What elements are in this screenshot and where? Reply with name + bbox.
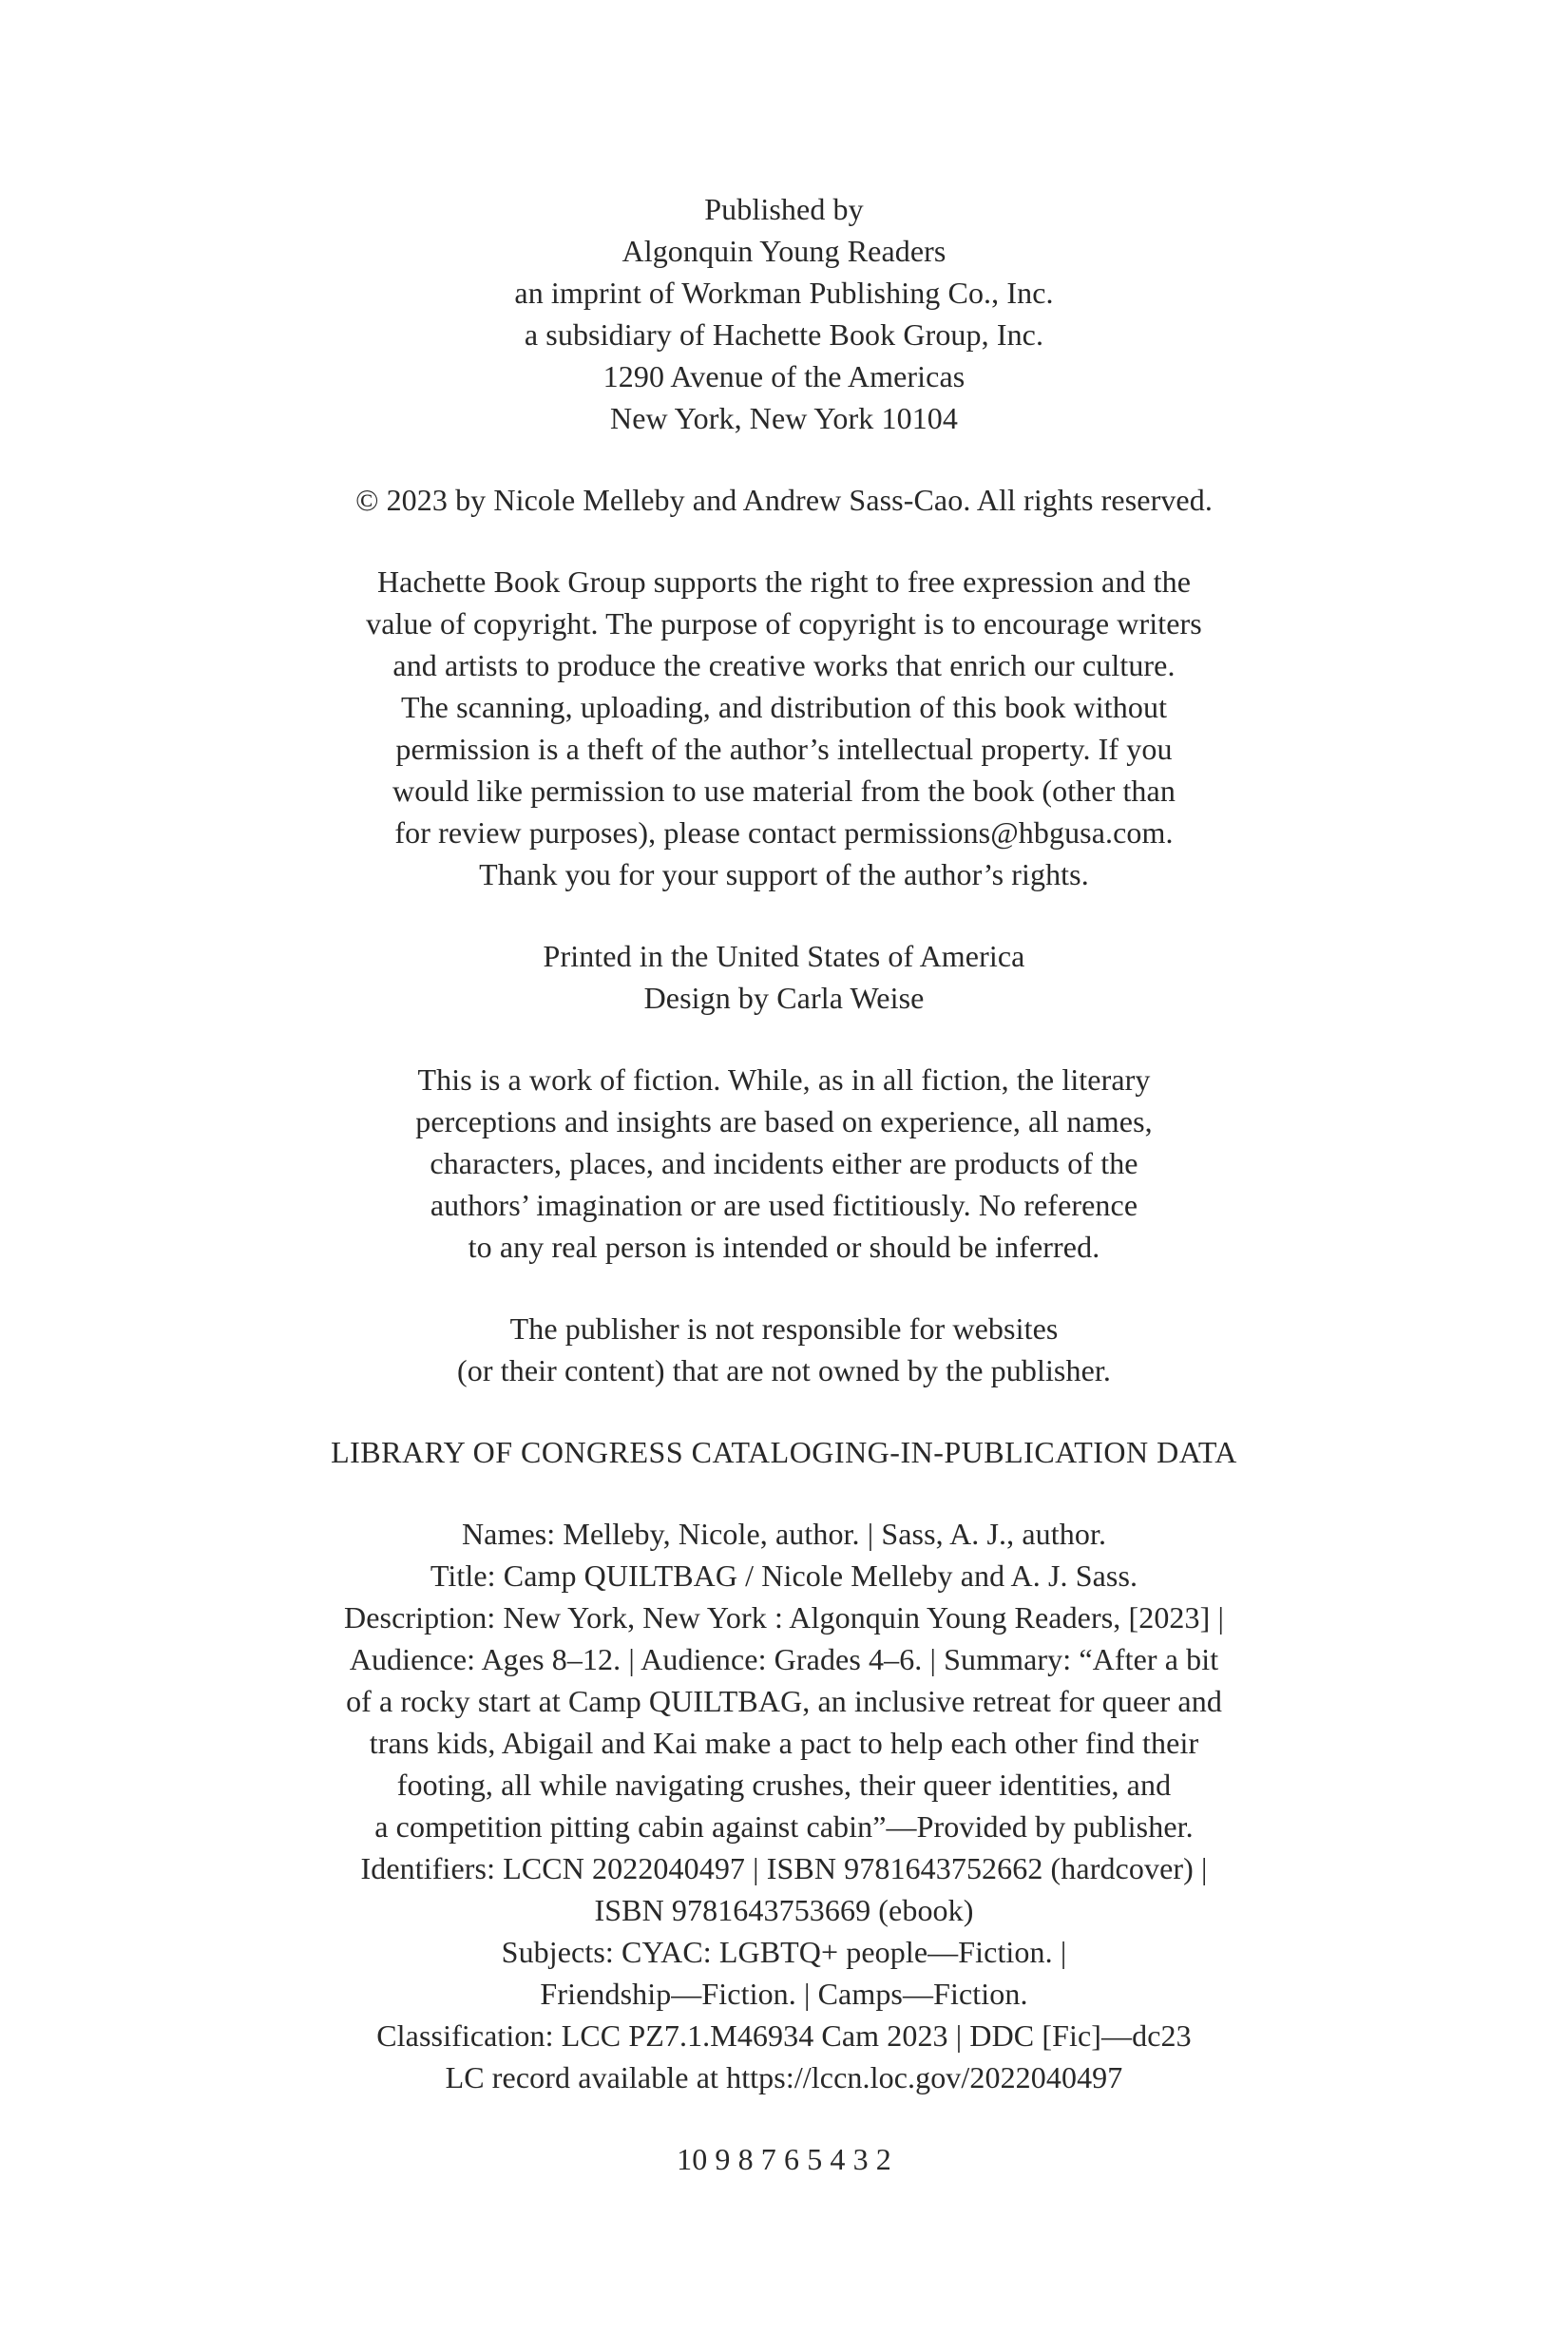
loc-cataloging-heading <box>190 1431 1378 1473</box>
rights-notice-line: and artists to produce the creative works that enrich our culture. <box>392 648 1176 682</box>
cip-title-line: Title: Camp QUILTBAG / Nicole Melleby and A. J. Sass. <box>430 1558 1138 1593</box>
fiction-disclaimer-line: This is a work of fiction. While, as in all fiction, the literary <box>417 1062 1151 1097</box>
rights-notice-line: Thank you for your support of the author’s rights. <box>479 857 1089 891</box>
fiction-disclaimer-line: characters, places, and incidents either are products of the <box>430 1146 1138 1180</box>
fiction-disclaimer <box>190 1059 1378 1268</box>
fiction-disclaimer-line: authors’ imagination or are used fictitiously. No reference <box>430 1188 1138 1222</box>
copyright-notice <box>190 479 1378 521</box>
rights-notice-line: value of copyright. The purpose of copyright is to encourage writers <box>366 606 1202 641</box>
rights-notice-line: The scanning, uploading, and distribution of this book without <box>400 690 1168 724</box>
printers-key-block <box>190 2138 1378 2180</box>
cip-classification-line: Classification: LCC PZ7.1.M46934 Cam 2023 | DDC [Fic]—dc23 <box>376 2018 1192 2053</box>
cip-identifiers-line: Identifiers: LCCN 2022040497 | ISBN 9781643752662 (hardcover) | <box>360 1851 1208 1885</box>
loc-heading-line: LIBRARY OF CONGRESS CATALOGING-IN-PUBLICATION DATA <box>331 1435 1237 1469</box>
rights-notice-line: Hachette Book Group supports the right to free expression and the <box>376 564 1192 599</box>
rights-notice-line: would like permission to use material from the book (other than <box>392 774 1176 808</box>
cip-summary-line: a competition pitting cabin against cabin”—Provided by publisher. <box>374 1809 1194 1844</box>
cip-lc-record-line: LC record available at https://lccn.loc.gov/2022040497 <box>445 2060 1123 2094</box>
fiction-disclaimer-line: perceptions and insights are based on experience, all names, <box>415 1104 1153 1138</box>
printed-in-line: Printed in the United States of America <box>543 939 1025 973</box>
rights-notice <box>190 561 1378 895</box>
publisher-line: a subsidiary of Hachette Book Group, Inc. <box>524 317 1044 352</box>
cip-subjects-line: Friendship—Fiction. | Camps—Fiction. <box>540 1977 1028 2011</box>
cip-summary-line: trans kids, Abigail and Kai make a pact to help each other find their <box>369 1726 1199 1760</box>
cip-subjects-line: Subjects: CYAC: LGBTQ+ people—Fiction. | <box>501 1935 1067 1969</box>
fiction-disclaimer-line: to any real person is intended or should be inferred. <box>468 1230 1100 1264</box>
website-disclaimer-line: The publisher is not responsible for websites <box>509 1311 1059 1346</box>
cip-audience-line: Audience: Ages 8–12. | Audience: Grades 4–6. | Summary: “After a bit <box>349 1642 1219 1676</box>
cip-data-block <box>190 1513 1378 2098</box>
cip-description-line: Description: New York, New York : Algonquin Young Readers, [2023] | <box>344 1600 1224 1635</box>
printers-key-line: 10 9 8 7 6 5 4 3 2 <box>677 2142 891 2176</box>
publisher-block <box>190 188 1378 439</box>
publisher-address-line: 1290 Avenue of the Americas <box>602 359 966 393</box>
printing-block <box>190 935 1378 1019</box>
cip-isbn-line: ISBN 9781643753669 (ebook) <box>594 1893 974 1927</box>
publisher-address-line: New York, New York 10104 <box>610 401 958 435</box>
website-disclaimer <box>190 1308 1378 1391</box>
publisher-line: Published by <box>704 192 864 226</box>
rights-notice-line: permission is a theft of the author’s intellectual property. If you <box>395 732 1173 766</box>
cip-summary-line: footing, all while navigating crushes, their queer identities, and <box>396 1768 1172 1802</box>
publisher-line: Algonquin Young Readers <box>621 234 947 268</box>
rights-notice-line: for review purposes), please contact permissions@hbgusa.com. <box>394 815 1174 850</box>
copyright-line: © 2023 by Nicole Melleby and Andrew Sass-Cao. All rights reserved. <box>355 483 1213 517</box>
publisher-line: an imprint of Workman Publishing Co., Inc. <box>514 276 1054 310</box>
website-disclaimer-line: (or their content) that are not owned by the publisher. <box>457 1353 1111 1387</box>
cip-names-line: Names: Melleby, Nicole, author. | Sass, A. J., author. <box>461 1517 1107 1551</box>
cip-summary-line: of a rocky start at Camp QUILTBAG, an inclusive retreat for queer and <box>346 1684 1222 1718</box>
design-credit-line: Design by Carla Weise <box>643 981 925 1015</box>
